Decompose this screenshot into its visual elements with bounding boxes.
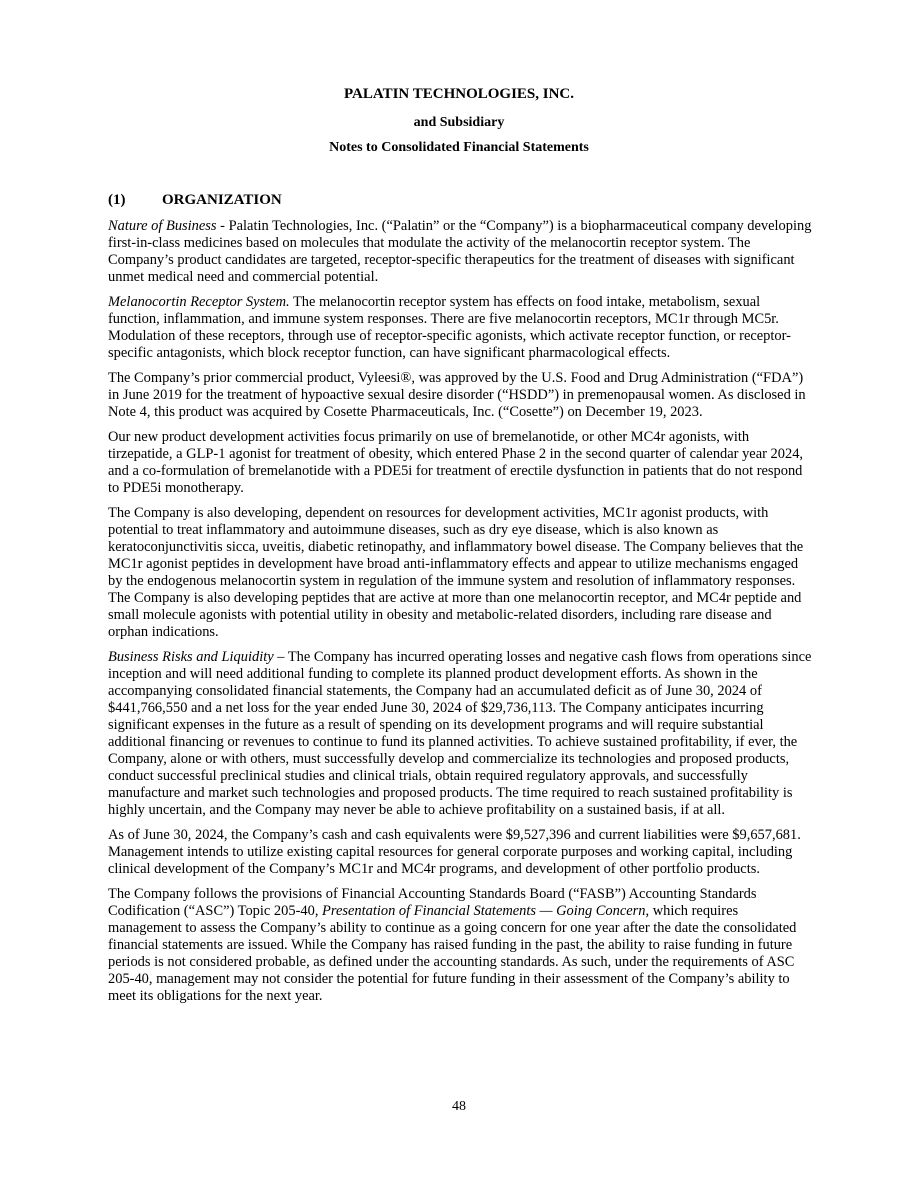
paragraph-cash-position: As of June 30, 2024, the Company’s cash and cash equivalents were $9,527,396 and current liabilities were $9,657,681. Management intends to utilize existing capital resources for general corporate purposes and working capital, including clinical development of the Company’s MC1r and MC4r programs, and development of other portfolio products. <box>108 827 801 877</box>
document-title: Notes to Consolidated Financial Statements <box>329 140 589 155</box>
paragraph-melanocortin-receptor-system <box>108 294 814 362</box>
paragraph-italic-title: Presentation of Financial Statements — Going Concern <box>322 903 646 919</box>
page-number: 48 <box>452 1099 466 1114</box>
paragraph-business-risks-liquidity <box>108 649 814 819</box>
paragraph-text: The Company follows the provisions of Financial Accounting Standards Board (“FASB”) Accounting Standards Codification (“ASC”) Topic 205-40, <box>108 886 757 919</box>
body-text <box>108 218 814 1005</box>
paragraph-going-concern <box>108 886 814 1005</box>
paragraph-text: The melanocortin receptor system has effects on food intake, metabolism, sexual function, inflammation, and immune system responses. There are five melanocortin receptors, MC1r through MC5r. Modulation of these receptors, through use of receptor-specific agonists, which activate receptor function, or receptor-specific antagonists, which block receptor function, can have significant pharmacological effects. <box>108 294 791 361</box>
company-name-heading: PALATIN TECHNOLOGIES, INC. <box>343 86 575 102</box>
paragraph-product-development: Our new product development activities focus primarily on use of bremelanotide, or other MC4r agonists, with tirzepatide, a GLP-1 agonist for treatment of obesity, which entered Phase 2 in the second quarter of calendar year 2024, and a co-formulation of bremelanotide with a PDE5i for treatment of erectile dysfunction in patients that do not respond to PDE5i monotherapy. <box>108 429 804 496</box>
paragraph-vyleesi: The Company’s prior commercial product, Vyleesi®, was approved by the U.S. Food and Drug Administration (“FDA”) in June 2019 for the treatment of hypoactive sexual desire disorder (“HSDD”) in premenopausal women. As disclosed in Note 4, this product was acquired by Cosette Pharmaceuticals, Inc. (“Cosette”) on December 19, 2023. <box>108 370 806 420</box>
section-title: ORGANIZATION <box>162 192 282 208</box>
paragraph-lead: Nature of Business <box>108 218 217 234</box>
paragraph-mc1r-development: The Company is also developing, dependent on resources for development activities, MC1r agonist products, with potential to treat inflammatory and autoimmune diseases, such as dry eye disease, which is also known as keratoconjunctivitis sicca, uveitis, diabetic retinopathy, and inflammatory bowel disease. The Company believes that the MC1r agonist peptides in development have broad anti-inflammatory effects and appear to utilize mechanisms engaged by the endogenous melanocortin system in regulation of the immune system and resolution of inflammatory responses. The Company is also developing peptides that are active at more than one melanocortin receptor, and MC4r peptide and small molecule agonists with potential utility in obesity and metabolic-related disorders, including rare disease and orphan indications. <box>108 505 804 640</box>
paragraph-nature-of-business <box>108 218 814 286</box>
paragraph-text: – The Company has incurred operating losses and negative cash flows from operations since inception and will need additional funding to complete its planned product development efforts. As shown in the accompanying consolidated financial statements, the Company had an accumulated deficit as of June 30, 2024 of $441,766,550 and a net loss for the year ended June 30, 2024 of $29,736,113. The Company anticipates incurring significant expenses in the future as a result of spending on its development programs and will require substantial additional financing or revenues to continue to fund its planned activities. To achieve sustained profitability, if ever, the Company, alone or with others, must successfully develop and commercialize its technologies and proposed products, conduct successful preclinical studies and clinical trials, obtain required regulatory approvals, and successfully manufacture and market such technologies and proposed products. The time required to reach sustained profitability is highly uncertain, and the Company may never be able to achieve profitability on a sustained basis, if at all. <box>108 649 812 818</box>
subsidiary-heading: and Subsidiary <box>413 115 505 130</box>
section-number: (1) <box>108 192 126 208</box>
paragraph-text: - Palatin Technologies, Inc. (“Palatin” or the “Company”) is a biopharmaceutical company developing first-in-class medicines based on molecules that modulate the activity of the melanocortin receptor system. The Company’s product candidates are targeted, receptor-specific therapeutics for the treatment of diseases with significant unmet medical need and commercial potential. <box>108 218 812 285</box>
paragraph-text: , which requires management to assess the Company’s ability to continue as a going concern for one year after the date the consolidated financial statements are issued. While the Company has raised funding in the past, the ability to raise funding in future periods is not considered probable, as defined under the accounting standards. As such, under the requirements of ASC 205-40, management may not consider the potential for future funding in their assessment of the Company’s ability to meet its obligations for the next year. <box>108 903 797 1004</box>
paragraph-lead: Business Risks and Liquidity <box>108 649 274 665</box>
section-heading <box>108 192 282 209</box>
paragraph-lead: Melanocortin Receptor System. <box>108 294 290 310</box>
